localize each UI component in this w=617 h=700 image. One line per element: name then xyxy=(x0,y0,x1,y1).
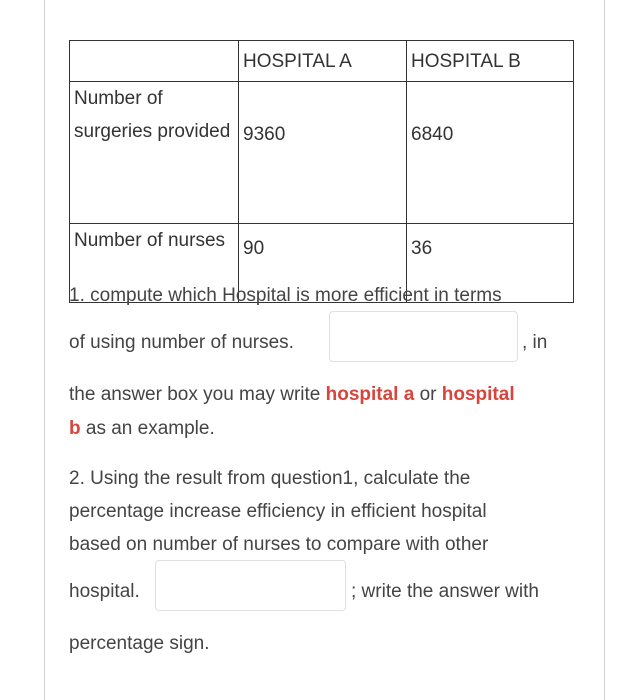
hospital-b-term: hospital xyxy=(441,384,515,405)
hospital-table xyxy=(69,40,574,303)
table-row xyxy=(70,82,574,224)
table-cell: 36 xyxy=(407,224,574,303)
q1-line2: of using number of nurses. xyxy=(69,332,294,353)
hospital-a-term: hospital a xyxy=(325,384,415,405)
q1-line4 xyxy=(69,412,215,445)
q1-after-box: , in xyxy=(522,332,548,353)
table-header-cell xyxy=(70,41,239,82)
row-label: Number of nurses xyxy=(70,224,239,303)
table-header-cell: HOSPITAL A xyxy=(239,41,407,82)
table-header-cell: HOSPITAL B xyxy=(407,41,574,82)
q2-after-box: ; write the answer with xyxy=(351,581,539,602)
q2-line3: based on number of nurses to compare with other xyxy=(69,534,489,555)
q2-line1: 2. Using the result from question1, calculate the xyxy=(69,468,471,489)
q2-answer-input[interactable] xyxy=(155,560,346,611)
q1-line1: 1. compute which Hospital is more efficient in terms xyxy=(69,285,502,306)
q1-line3 xyxy=(69,378,515,411)
q1-text: as an example. xyxy=(80,418,215,439)
hospital-b-term: b xyxy=(69,418,81,439)
q2-line5: percentage sign. xyxy=(69,633,210,654)
q2-line2: percentage increase efficiency in efficient hospital xyxy=(69,501,487,522)
table-cell: 6840 xyxy=(407,82,574,224)
q2-line4: hospital. xyxy=(69,581,140,602)
table-header-row xyxy=(70,41,574,82)
table-cell: 9360 xyxy=(239,82,407,224)
row-label: Number of surgeries provided xyxy=(70,82,239,224)
q1-text: the answer box you may write xyxy=(69,384,326,405)
q1-text: or xyxy=(414,384,442,405)
table-cell: 90 xyxy=(239,224,407,303)
q1-answer-input[interactable] xyxy=(329,311,518,362)
